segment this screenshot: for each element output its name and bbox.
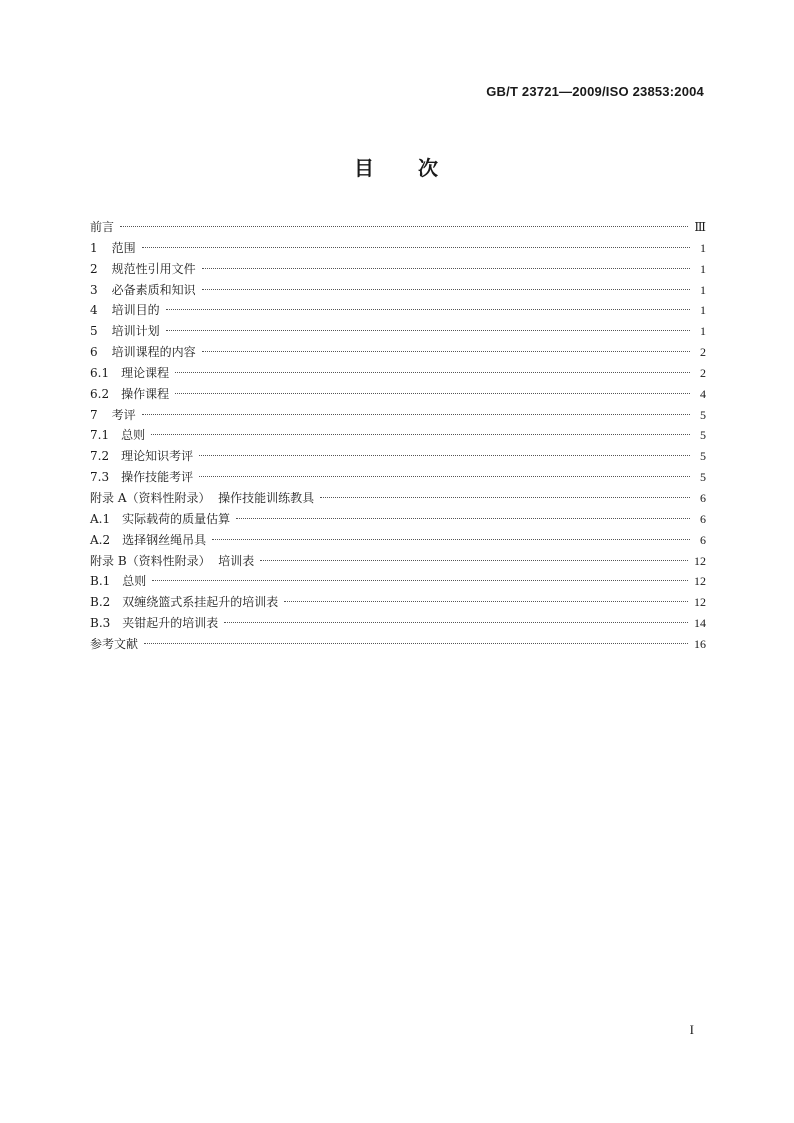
toc-entry[interactable] — [90, 217, 706, 238]
toc-entry-page: 1 — [700, 261, 706, 276]
toc-entry[interactable] — [90, 384, 706, 405]
toc-dot-leader — [224, 622, 688, 623]
toc-entry[interactable] — [90, 551, 706, 572]
toc-entry[interactable] — [90, 446, 706, 467]
toc-entry-page: Ⅲ — [694, 220, 706, 234]
toc-entry-number: 2 — [90, 261, 98, 276]
table-of-contents — [90, 217, 706, 655]
toc-entry-number: 7.1 — [90, 428, 110, 443]
toc-entry-page: 6 — [700, 532, 706, 547]
toc-entry-title: 培训目的 — [111, 303, 160, 318]
toc-dot-leader — [166, 330, 690, 331]
toc-entry[interactable] — [90, 280, 706, 301]
toc-dot-leader — [175, 393, 690, 394]
toc-entry-number: 6.1 — [90, 365, 110, 380]
toc-entry-page: 14 — [694, 616, 706, 631]
toc-entry-page: 1 — [700, 240, 706, 255]
toc-entry-number: 4 — [90, 303, 98, 318]
toc-entry-page: 5 — [700, 428, 706, 443]
toc-entry-title: 理论课程 — [121, 365, 170, 380]
toc-entry-number: 7 — [90, 407, 98, 422]
toc-dot-leader — [152, 580, 688, 581]
toc-entry-page: 6 — [700, 490, 706, 505]
toc-entry-title: 选择钢丝绳吊具 — [122, 532, 207, 547]
toc-dot-leader — [142, 247, 690, 248]
toc-entry-title: 考评 — [111, 407, 136, 422]
title-char-left: 目 — [354, 156, 376, 180]
toc-entry[interactable] — [90, 363, 706, 384]
toc-entry-title: 参考文献 — [90, 636, 139, 651]
toc-entry-page: 5 — [700, 449, 706, 464]
standard-code: GB/T 23721—2009/ISO 23853:2004 — [486, 84, 704, 99]
toc-entry-title: 操作课程 — [121, 386, 170, 401]
toc-entry-page: 1 — [700, 282, 706, 297]
toc-entry-page: 2 — [700, 345, 706, 360]
toc-entry[interactable] — [90, 259, 706, 280]
toc-entry-title: 前言 — [90, 220, 115, 234]
toc-dot-leader — [202, 351, 690, 352]
toc-dot-leader — [320, 497, 690, 498]
toc-entry-title: 规范性引用文件 — [111, 261, 196, 276]
toc-dot-leader — [236, 518, 690, 519]
toc-entry-number: A.1 — [90, 511, 111, 526]
toc-dot-leader — [212, 539, 690, 540]
toc-entry[interactable] — [90, 613, 706, 634]
toc-entry-title: 附录 B（资料性附录） 培训表 — [90, 553, 255, 568]
toc-entry-number: B.2 — [90, 595, 111, 610]
toc-entry[interactable] — [90, 405, 706, 426]
toc-entry-number: B.1 — [90, 574, 111, 589]
page-title — [0, 152, 794, 181]
toc-entry-number: 7.2 — [90, 449, 110, 464]
toc-entry-page: 2 — [700, 365, 706, 380]
toc-entry-page: 1 — [700, 324, 706, 339]
toc-entry-number: B.3 — [90, 616, 111, 631]
toc-dot-leader — [120, 226, 688, 227]
toc-dot-leader — [202, 289, 690, 290]
toc-entry-number: 7.3 — [90, 470, 110, 485]
toc-entry[interactable] — [90, 509, 706, 530]
toc-dot-leader — [142, 414, 690, 415]
toc-dot-leader — [175, 372, 690, 373]
toc-entry-page: 12 — [694, 553, 706, 568]
toc-dot-leader — [260, 560, 688, 561]
toc-entry[interactable] — [90, 342, 706, 363]
toc-entry-title: 操作技能考评 — [121, 470, 194, 485]
toc-dot-leader — [202, 268, 690, 269]
toc-entry-number: A.2 — [90, 532, 111, 547]
toc-dot-leader — [199, 455, 690, 456]
toc-entry-title: 理论知识考评 — [121, 449, 194, 464]
toc-entry-page: 12 — [694, 574, 706, 589]
toc-dot-leader — [166, 309, 690, 310]
toc-entry-title: 总则 — [121, 428, 146, 443]
toc-entry[interactable] — [90, 300, 706, 321]
toc-entry-title: 夹钳起升的培训表 — [122, 616, 219, 631]
toc-entry[interactable] — [90, 571, 706, 592]
toc-dot-leader — [151, 434, 690, 435]
toc-dot-leader — [144, 643, 688, 644]
toc-entry-page: 12 — [694, 595, 706, 610]
toc-entry[interactable] — [90, 425, 706, 446]
toc-entry-number: 5 — [90, 324, 98, 339]
toc-entry-title: 附录 A（资料性附录） 操作技能训练教具 — [90, 490, 315, 505]
toc-entry[interactable] — [90, 530, 706, 551]
title-char-right: 次 — [418, 156, 440, 180]
toc-entry-number: 3 — [90, 282, 98, 297]
toc-dot-leader — [284, 601, 688, 602]
toc-entry-page: 5 — [700, 407, 706, 422]
toc-entry-title: 培训课程的内容 — [111, 345, 196, 360]
toc-dot-leader — [199, 476, 690, 477]
toc-entry-page: 4 — [700, 386, 706, 401]
toc-entry-title: 范围 — [111, 240, 136, 255]
page-number: I — [689, 1022, 694, 1037]
toc-entry-number: 6 — [90, 345, 98, 360]
toc-entry-number: 1 — [90, 240, 98, 255]
toc-entry-page: 5 — [700, 470, 706, 485]
toc-entry-title: 实际载荷的质量估算 — [122, 511, 231, 526]
toc-entry[interactable] — [90, 467, 706, 488]
toc-entry[interactable] — [90, 592, 706, 613]
toc-entry-title: 必备素质和知识 — [111, 282, 196, 297]
toc-entry-page: 6 — [700, 511, 706, 526]
toc-entry[interactable] — [90, 488, 706, 509]
toc-entry[interactable] — [90, 634, 706, 655]
toc-entry[interactable] — [90, 238, 706, 259]
toc-entry-title: 培训计划 — [111, 324, 160, 339]
toc-entry-number: 6.2 — [90, 386, 110, 401]
toc-entry-title: 双缠绕篮式系挂起升的培训表 — [122, 595, 279, 610]
toc-entry-title: 总则 — [122, 574, 147, 589]
toc-entry-page: 1 — [700, 303, 706, 318]
toc-entry[interactable] — [90, 321, 706, 342]
toc-entry-page: 16 — [694, 636, 706, 651]
